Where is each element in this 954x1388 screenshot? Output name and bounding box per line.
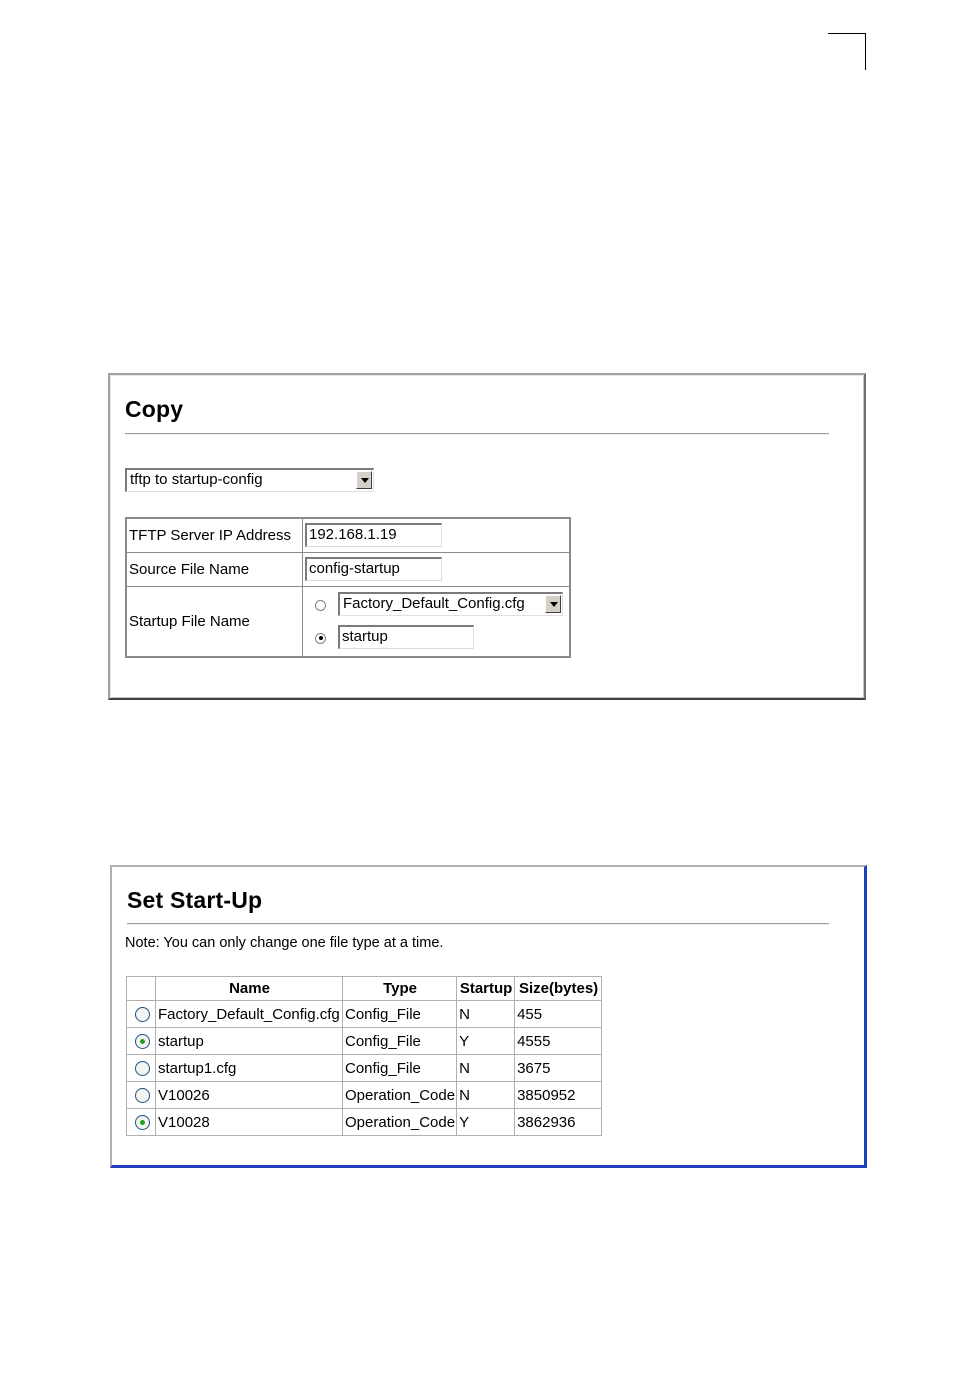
row-select-cell: [127, 1055, 156, 1082]
copy-title-divider: [125, 433, 829, 435]
startup-file-cell: [303, 586, 571, 657]
column-header-size: Size(bytes): [515, 977, 602, 1001]
file-name-cell: V10026: [156, 1082, 343, 1109]
row-radio[interactable]: [135, 1034, 150, 1049]
chevron-down-icon[interactable]: [545, 595, 561, 613]
row-radio[interactable]: [135, 1007, 150, 1022]
file-type-cell: Config_File: [343, 1028, 457, 1055]
row-select-cell: [127, 1028, 156, 1055]
setstartup-title: Set Start-Up: [127, 887, 263, 913]
file-size-cell: 455: [515, 1001, 602, 1028]
table-row[interactable]: [127, 1055, 602, 1082]
file-name-cell: V10028: [156, 1109, 343, 1136]
row-radio[interactable]: [135, 1088, 150, 1103]
files-table-header: [127, 977, 602, 1001]
chevron-down-icon[interactable]: [356, 471, 372, 489]
files-table: [126, 976, 602, 1136]
copy-form-table: [125, 517, 571, 658]
file-size-cell: 3850952: [515, 1082, 602, 1109]
copy-operation-select[interactable]: [125, 468, 374, 492]
table-row[interactable]: [127, 1082, 602, 1109]
file-size-cell: 4555: [515, 1028, 602, 1055]
row-select-cell: [127, 1082, 156, 1109]
file-type-cell: Operation_Code: [343, 1082, 457, 1109]
copy-title: Copy: [125, 396, 184, 422]
file-startup-cell: N: [457, 1055, 515, 1082]
row-radio[interactable]: [135, 1115, 150, 1130]
file-name-cell: Factory_Default_Config.cfg: [156, 1001, 343, 1028]
file-size-cell: 3862936: [515, 1109, 602, 1136]
startup-file-input[interactable]: startup: [338, 625, 474, 649]
file-startup-cell: N: [457, 1001, 515, 1028]
tftp-server-label: TFTP Server IP Address: [126, 518, 303, 552]
file-startup-cell: Y: [457, 1028, 515, 1055]
select-column-header: [127, 977, 156, 1001]
file-startup-cell: N: [457, 1082, 515, 1109]
source-file-input[interactable]: config-startup: [305, 557, 442, 581]
startup-file-label: Startup File Name: [126, 586, 303, 657]
page-corner-mark: [828, 33, 866, 70]
row-select-cell: [127, 1001, 156, 1028]
file-type-cell: Operation_Code: [343, 1109, 457, 1136]
file-startup-cell: Y: [457, 1109, 515, 1136]
source-file-cell: [303, 552, 571, 586]
table-row[interactable]: [127, 1109, 602, 1136]
startup-file-select[interactable]: [338, 592, 563, 616]
copy-operation-value: tftp to startup-config: [130, 471, 263, 488]
file-name-cell: startup: [156, 1028, 343, 1055]
column-header-type: Type: [343, 977, 457, 1001]
row-select-cell: [127, 1109, 156, 1136]
file-type-cell: Config_File: [343, 1055, 457, 1082]
file-name-cell: startup1.cfg: [156, 1055, 343, 1082]
column-header-startup: Startup: [457, 977, 515, 1001]
table-row[interactable]: [127, 1028, 602, 1055]
table-row[interactable]: [127, 1001, 602, 1028]
tftp-server-cell: [303, 518, 571, 552]
setstartup-title-divider: [127, 923, 829, 925]
source-file-label: Source File Name: [126, 552, 303, 586]
setstartup-note: Note: You can only change one file type at a time.: [125, 935, 444, 951]
file-size-cell: 3675: [515, 1055, 602, 1082]
column-header-name: Name: [156, 977, 343, 1001]
file-type-cell: Config_File: [343, 1001, 457, 1028]
startup-file-select-value: Factory_Default_Config.cfg: [343, 594, 525, 612]
startup-select-radio[interactable]: [315, 600, 326, 611]
tftp-server-input[interactable]: 192.168.1.19: [305, 523, 442, 547]
row-radio[interactable]: [135, 1061, 150, 1076]
startup-text-radio[interactable]: [315, 633, 326, 644]
